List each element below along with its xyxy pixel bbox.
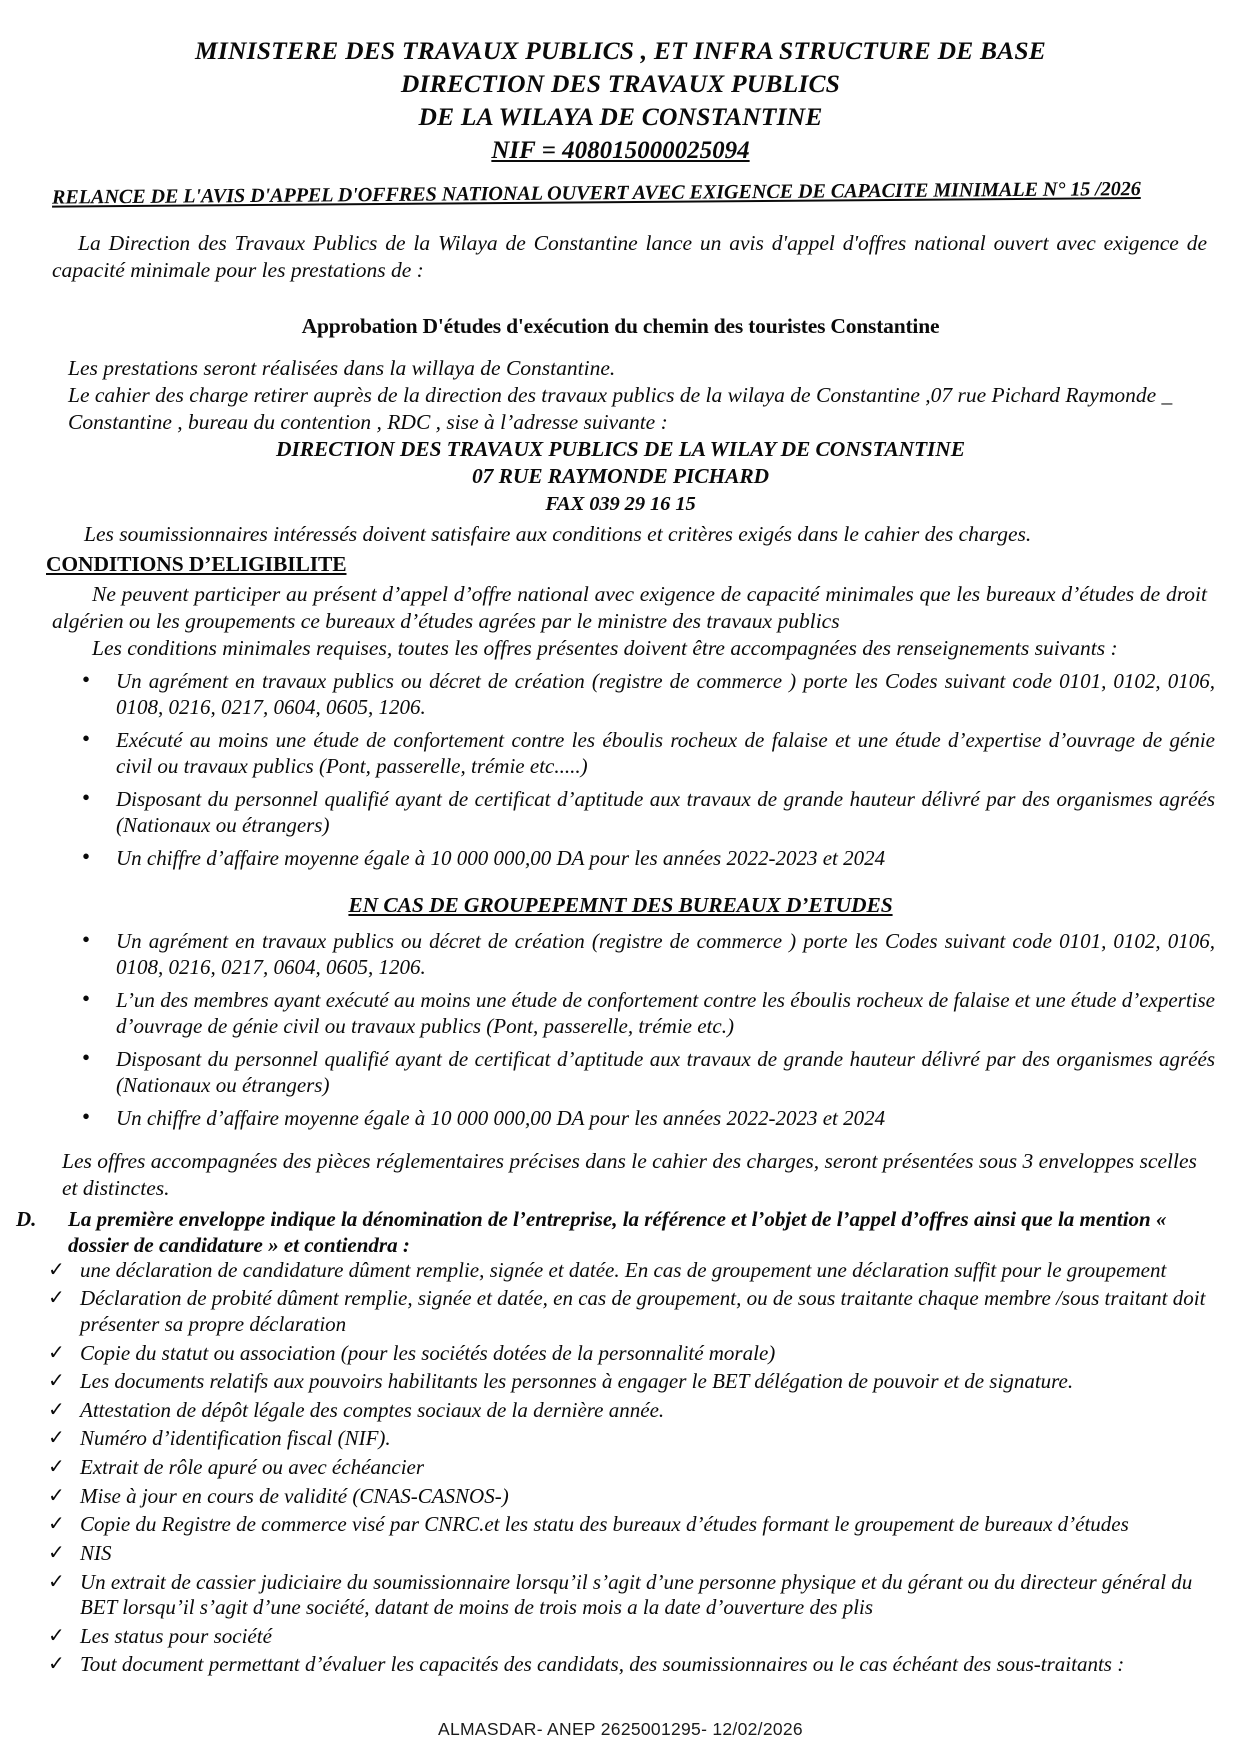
list-item: ✓ Les documents relatifs aux pouvoirs habilitants les personnes à engager le BET délégation de pouvoir et de signature. [44, 1369, 1215, 1395]
envelope-paragraph [0, 1206, 1241, 1258]
list-item: ✓ Attestation de dépôt légale des comptes sociaux de la dernière année. [44, 1398, 1215, 1424]
envelope-document-list [0, 1258, 1241, 1678]
eligibility-heading [0, 552, 1241, 577]
object-title: Approbation D'études d'exécution du chemin des touristes Constantine [301, 314, 940, 339]
withdrawal-note: Le cahier des charge retirer auprès de la direction des travaux publics de la wilaya de Constantine ,07 rue Pichard Raymonde _ Constantine , bureau du contention , RDC , sise à l’adresse suivante : [68, 383, 1173, 434]
eligibility-paragraph-1: Ne peuvent participer au présent d’appel d’offre national avec exigence de capacité minimales que les bureaux d’études de droit algérien ou les groupements ce bureaux d’études agrées par le ministre des travaux publics [52, 581, 1207, 633]
list-item: ✓ Tout document permettant d’évaluer les capacités des candidats, des soumissionnaires ou le cas échéant des sous-traitants : [44, 1652, 1215, 1678]
ministry-line-2: DIRECTION DES TRAVAUX PUBLICS [400, 69, 841, 99]
list-item: ✓ NIS [44, 1541, 1215, 1567]
list-item: ✓ Un extrait de cassier judiciaire du soumissionnaire lorsqu’il s’agit d’une personne physique et du gérant ou du directeur général du BET lorsqu’il s’agit d’une société, datant de moins de trois mois a la date d’ouverture des plis [44, 1570, 1215, 1621]
ministry-line-1: MINISTERE DES TRAVAUX PUBLICS , ET INFRA STRUCTURE DE BASE [195, 36, 1046, 65]
location-note: Les prestations seront réalisées dans la willaya de Constantine. [68, 356, 616, 381]
envelope-marker: D. [16, 1206, 37, 1231]
list-item: ✓ Copie du Registre de commerce visé par CNRC.et les statu des bureaux d’études formant le groupement de bureaux d’études [44, 1512, 1215, 1538]
list-item: • Disposant du personnel qualifié ayant de certificat d’aptitude aux travaux de grande hauteur délivré par des organismes agréés (Nationaux ou étrangers) [74, 786, 1215, 838]
list-item: • Un chiffre d’affaire moyenne égale à 10 000 000,00 DA pour les années 2022-2023 et 2024 [74, 845, 1215, 871]
satisfy-note: Les soumissionnaires intéressés doivent satisfaire aux conditions et critères exigés dans le cahier des charges. [84, 522, 1032, 547]
list-item: ✓ une déclaration de candidature dûment remplie, signée et datée. En cas de groupement une déclaration suffit pour le groupement [44, 1258, 1215, 1284]
list-item: ✓ Les status pour société [44, 1624, 1215, 1650]
list-item: ✓ Déclaration de probité dûment remplie, signée et datée, en cas de groupement, ou de sous traitante chaque membre /sous traitant doit présenter sa propre déclaration [44, 1286, 1215, 1337]
ministry-line-3: DE LA WILAYA DE CONSTANTINE [418, 102, 823, 132]
eligibility-paragraph-2: Les conditions minimales requises, toutes les offres présentes doivent être accompagnées des renseignements suivants : [92, 635, 1118, 660]
list-item: • L’un des membres ayant exécuté au moins une étude de confortement contre les éboulis rocheux de falaise et une étude d’expertise d’ouvrage de génie civil ou travaux publics (Pont, passerelle, trémie etc.) [74, 987, 1215, 1039]
document-footer: ALMASDAR- ANEP 2625001295- 12/02/2026 [438, 1719, 803, 1739]
grouping-heading: EN CAS DE GROUPEPEMNT DES BUREAUX D’ETUDES [348, 892, 893, 917]
list-item: ✓ Copie du statut ou association (pour les sociétés dotées de la personnalité morale) [44, 1341, 1215, 1367]
address-line-1: DIRECTION DES TRAVAUX PUBLICS DE LA WILAY DE CONSTANTINE [276, 436, 965, 461]
list-item: • Un agrément en travaux publics ou décret de création (registre de commerce ) porte les Codes suivant code 0101, 0102, 0106, 0108, 0216, 0217, 0604, 0605, 1206. [74, 668, 1215, 720]
tender-title: RELANCE DE L'AVIS D'APPEL D'OFFRES NATIONAL OUVERT AVEC EXIGENCE DE CAPACITE MINIMALE N° 15 /2026 [51, 178, 1141, 210]
address-line-2: 07 RUE RAYMONDE PICHARD [472, 464, 769, 489]
offers-note: Les offres accompagnées des pièces réglementaires précises dans le cahier des charges, seront présentées sous 3 enveloppes scelles et distinctes. [62, 1149, 1197, 1200]
list-item: ✓ Extrait de rôle apuré ou avec échéancier [44, 1455, 1215, 1481]
envelope-text: La première enveloppe indique la dénomination de l’entreprise, la référence et l’objet de l’appel d’offres ainsi que la mention « dossier de candidature » et contiendra : [68, 1206, 1167, 1257]
list-item: • Disposant du personnel qualifié ayant de certificat d’aptitude aux travaux de grande hauteur délivré par des organismes agréés (Nationaux ou étrangers) [74, 1046, 1215, 1098]
list-item: • Un chiffre d’affaire moyenne égale à 10 000 000,00 DA pour les années 2022-2023 et 2024 [74, 1105, 1215, 1131]
list-item: ✓ Numéro d’identification fiscal (NIF). [44, 1426, 1215, 1452]
intro-paragraph: La Direction des Travaux Publics de la Wilaya de Constantine lance un avis d'appel d'offres national ouvert avec exigence de capacité minimale pour les prestations de : [52, 231, 1207, 283]
eligibility-heading-text: CONDITIONS D’ELIGIBILITE [46, 551, 347, 576]
grouping-list [0, 928, 1241, 1131]
nif-number: NIF = 408015000025094 [491, 137, 750, 165]
list-item: • Exécuté au moins une étude de confortement contre les éboulis rocheux de falaise et une étude d’expertise d’ouvrage de génie civil ou travaux publics (Pont, passerelle, trémie etc.....) [74, 727, 1215, 779]
eligibility-list [0, 668, 1241, 871]
document-header [0, 0, 1241, 167]
list-item: • Un agrément en travaux publics ou décret de création (registre de commerce ) porte les Codes suivant code 0101, 0102, 0106, 0108, 0216, 0217, 0604, 0605, 1206. [74, 928, 1215, 980]
fax-line: FAX 039 29 16 15 [545, 492, 696, 515]
list-item: ✓ Mise à jour en cours de validité (CNAS-CASNOS-) [44, 1484, 1215, 1510]
